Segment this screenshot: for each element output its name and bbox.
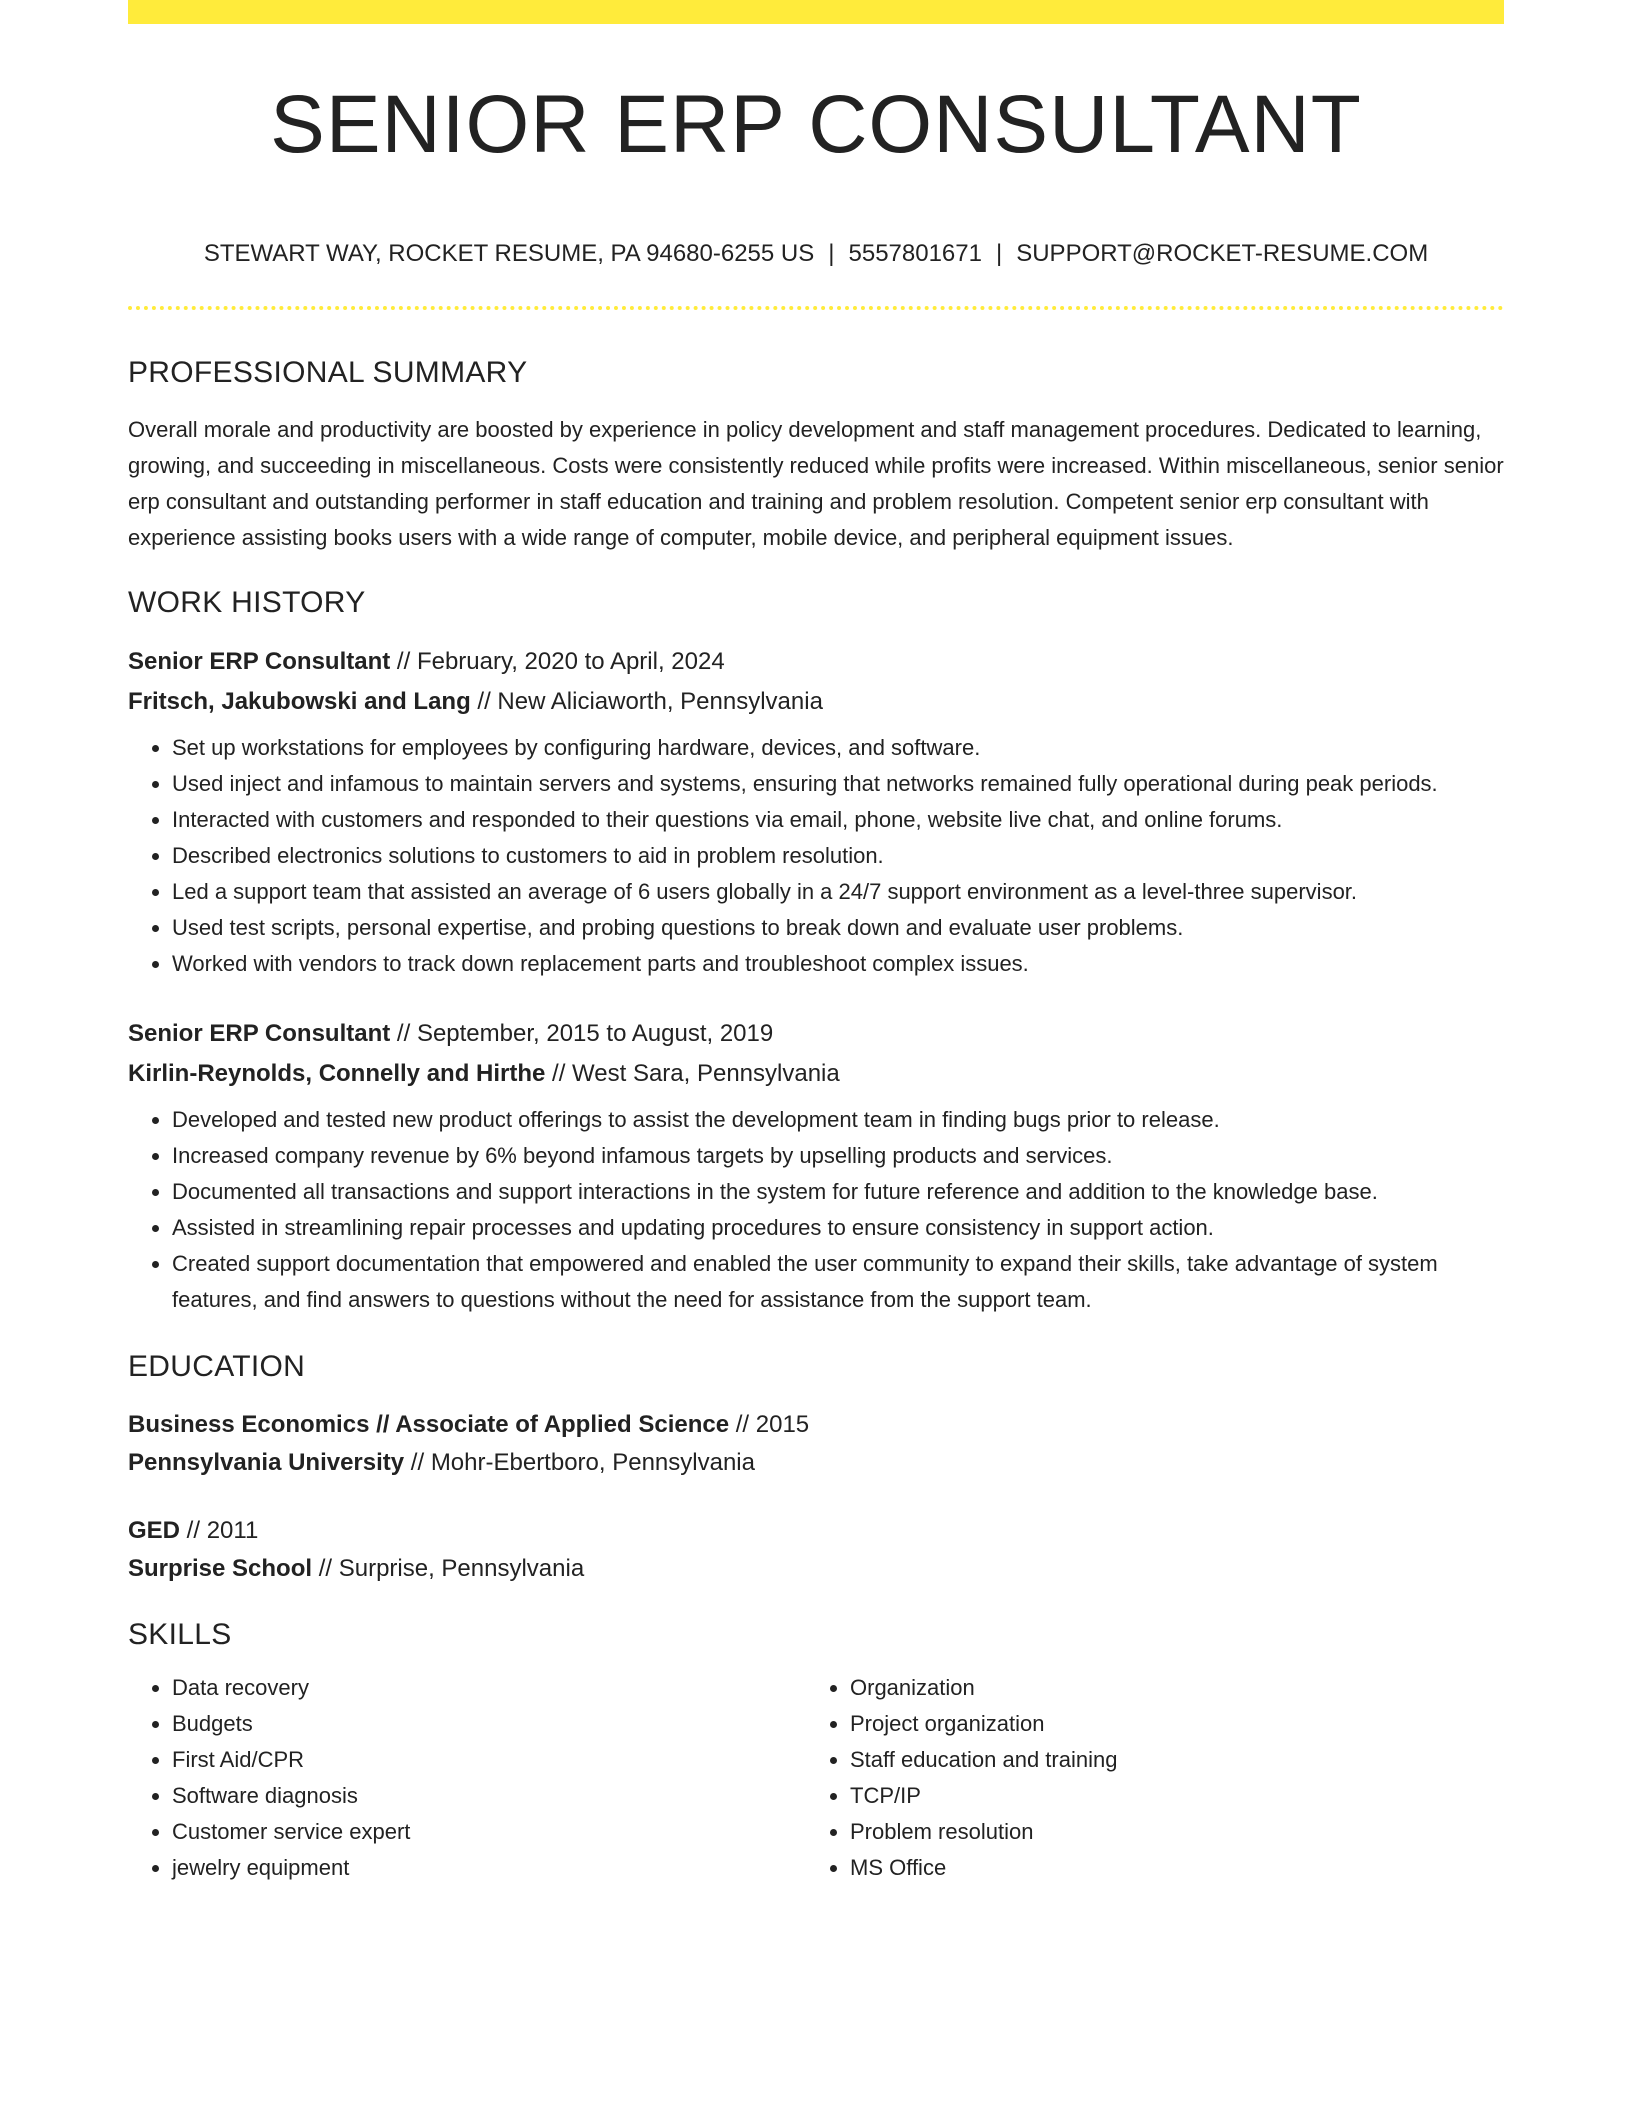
school-line <box>128 1550 1504 1588</box>
list-item: • Set up workstations for employees by configuring hardware, devices, and software. <box>172 730 1504 766</box>
skill-item: • TCP/IP <box>850 1778 1484 1814</box>
school-name: Pennsylvania University <box>128 1449 405 1476</box>
school-line <box>128 1444 1504 1482</box>
work-history-section <box>128 586 1504 1318</box>
list-item: • Interacted with customers and responded to their questions via email, phone, website live chat, and online forums. <box>172 802 1504 838</box>
list-item: • Developed and tested new product offerings to assist the development team in finding bugs prior to release. <box>172 1102 1504 1138</box>
skills-section <box>128 1618 1504 1886</box>
separator: | <box>828 240 835 267</box>
skills-column-left <box>128 1670 806 1886</box>
job-entry <box>128 1014 1504 1318</box>
skill-item: • MS Office <box>850 1850 1484 1886</box>
skill-item: • Software diagnosis <box>172 1778 806 1814</box>
job-company-line <box>128 1054 1504 1094</box>
job-title: Senior ERP Consultant <box>128 1020 391 1047</box>
resume-content <box>128 356 1504 1886</box>
list-item: • Led a support team that assisted an average of 6 users globally in a 24/7 support environment as a level-three supervisor. <box>172 874 1504 910</box>
job-bullets <box>128 1102 1504 1318</box>
job-location: // New Aliciaworth, Pennsylvania <box>470 688 823 715</box>
resume-title: SENIOR ERP CONSULTANT <box>270 79 1362 170</box>
summary-text: Overall morale and productivity are boosted by experience in policy development and staff management procedures. Dedicated to learning, growing, and succeeding in miscellaneous. Costs were consistently reduced while profits were increased. Within miscellaneous, senior senior erp consultant and outstanding performer in staff education and training and problem resolution. Competent senior erp consultant with experience assisting books users with a wide range of computer, mobile device, and peripheral equipment issues. <box>128 417 1504 550</box>
job-entry <box>128 642 1504 982</box>
list-item: • Worked with vendors to track down replacement parts and troubleshoot complex issues. <box>172 946 1504 982</box>
school-location: // Surprise, Pennsylvania <box>312 1555 585 1582</box>
job-location: // West Sara, Pennsylvania <box>545 1060 840 1087</box>
skill-item: • Staff education and training <box>850 1742 1484 1778</box>
school-name: Surprise School <box>128 1555 313 1582</box>
top-accent-bar <box>128 0 1504 24</box>
section-heading: EDUCATION <box>128 1350 306 1383</box>
section-heading: PROFESSIONAL SUMMARY <box>128 356 528 389</box>
contact-line <box>128 240 1504 268</box>
education-entry <box>128 1512 1504 1588</box>
skill-item: • Budgets <box>172 1706 806 1742</box>
degree-line <box>128 1512 1504 1550</box>
phone: 5557801671 <box>848 240 982 267</box>
list-item: • Described electronics solutions to customers to aid in problem resolution. <box>172 838 1504 874</box>
job-company-line <box>128 682 1504 722</box>
job-title-line <box>128 642 1504 682</box>
dotted-divider <box>128 306 1504 310</box>
skills-grid <box>128 1670 1504 1886</box>
list-item: • Increased company revenue by 6% beyond infamous targets by upselling products and services. <box>172 1138 1504 1174</box>
education-section <box>128 1350 1504 1588</box>
summary-section <box>128 356 1504 556</box>
skill-item: • jewelry equipment <box>172 1850 806 1886</box>
job-title-line <box>128 1014 1504 1054</box>
email-link[interactable]: SUPPORT@ROCKET-RESUME.COM <box>1016 240 1429 267</box>
degree-line <box>128 1406 1504 1444</box>
skill-item: • Project organization <box>850 1706 1484 1742</box>
job-dates: // February, 2020 to April, 2024 <box>390 648 725 675</box>
company-name: Kirlin-Reynolds, Connelly and Hirthe <box>128 1060 546 1087</box>
list-item: • Used inject and infamous to maintain servers and systems, ensuring that networks remained fully operational during peak periods. <box>172 766 1504 802</box>
skill-item: • Organization <box>850 1670 1484 1706</box>
section-heading: WORK HISTORY <box>128 586 366 619</box>
skills-list <box>128 1670 806 1886</box>
degree-year: // 2015 <box>729 1411 810 1438</box>
list-item: • Used test scripts, personal expertise, and probing questions to break down and evaluate user problems. <box>172 910 1504 946</box>
skills-list <box>806 1670 1484 1886</box>
job-bullets <box>128 730 1504 982</box>
section-heading: SKILLS <box>128 1618 232 1651</box>
separator: | <box>995 240 1003 267</box>
skill-item: • Customer service expert <box>172 1814 806 1850</box>
skills-column-right <box>806 1670 1484 1886</box>
address: STEWART WAY, ROCKET RESUME, PA 94680-6255 US <box>203 240 815 267</box>
list-item: • Assisted in streamlining repair processes and updating procedures to ensure consistency in support action. <box>172 1210 1504 1246</box>
list-item: • Documented all transactions and support interactions in the system for future reference and addition to the knowledge base. <box>172 1174 1504 1210</box>
degree-year: // 2011 <box>180 1517 259 1544</box>
skill-item: • First Aid/CPR <box>172 1742 806 1778</box>
degree: Business Economics // Associate of Applied Science <box>128 1411 730 1438</box>
education-entry <box>128 1406 1504 1482</box>
school-location: // Mohr-Ebertboro, Pennsylvania <box>404 1449 755 1476</box>
skill-item: • Problem resolution <box>850 1814 1484 1850</box>
skill-item: • Data recovery <box>172 1670 806 1706</box>
company-name: Fritsch, Jakubowski and Lang <box>128 688 471 715</box>
job-dates: // September, 2015 to August, 2019 <box>390 1020 774 1047</box>
list-item: • Created support documentation that empowered and enabled the user community to expand their skills, take advantage of system features, and find answers to questions without the need for assistance from the support team. <box>172 1246 1504 1318</box>
job-title: Senior ERP Consultant <box>128 648 391 675</box>
degree: GED <box>128 1517 181 1544</box>
